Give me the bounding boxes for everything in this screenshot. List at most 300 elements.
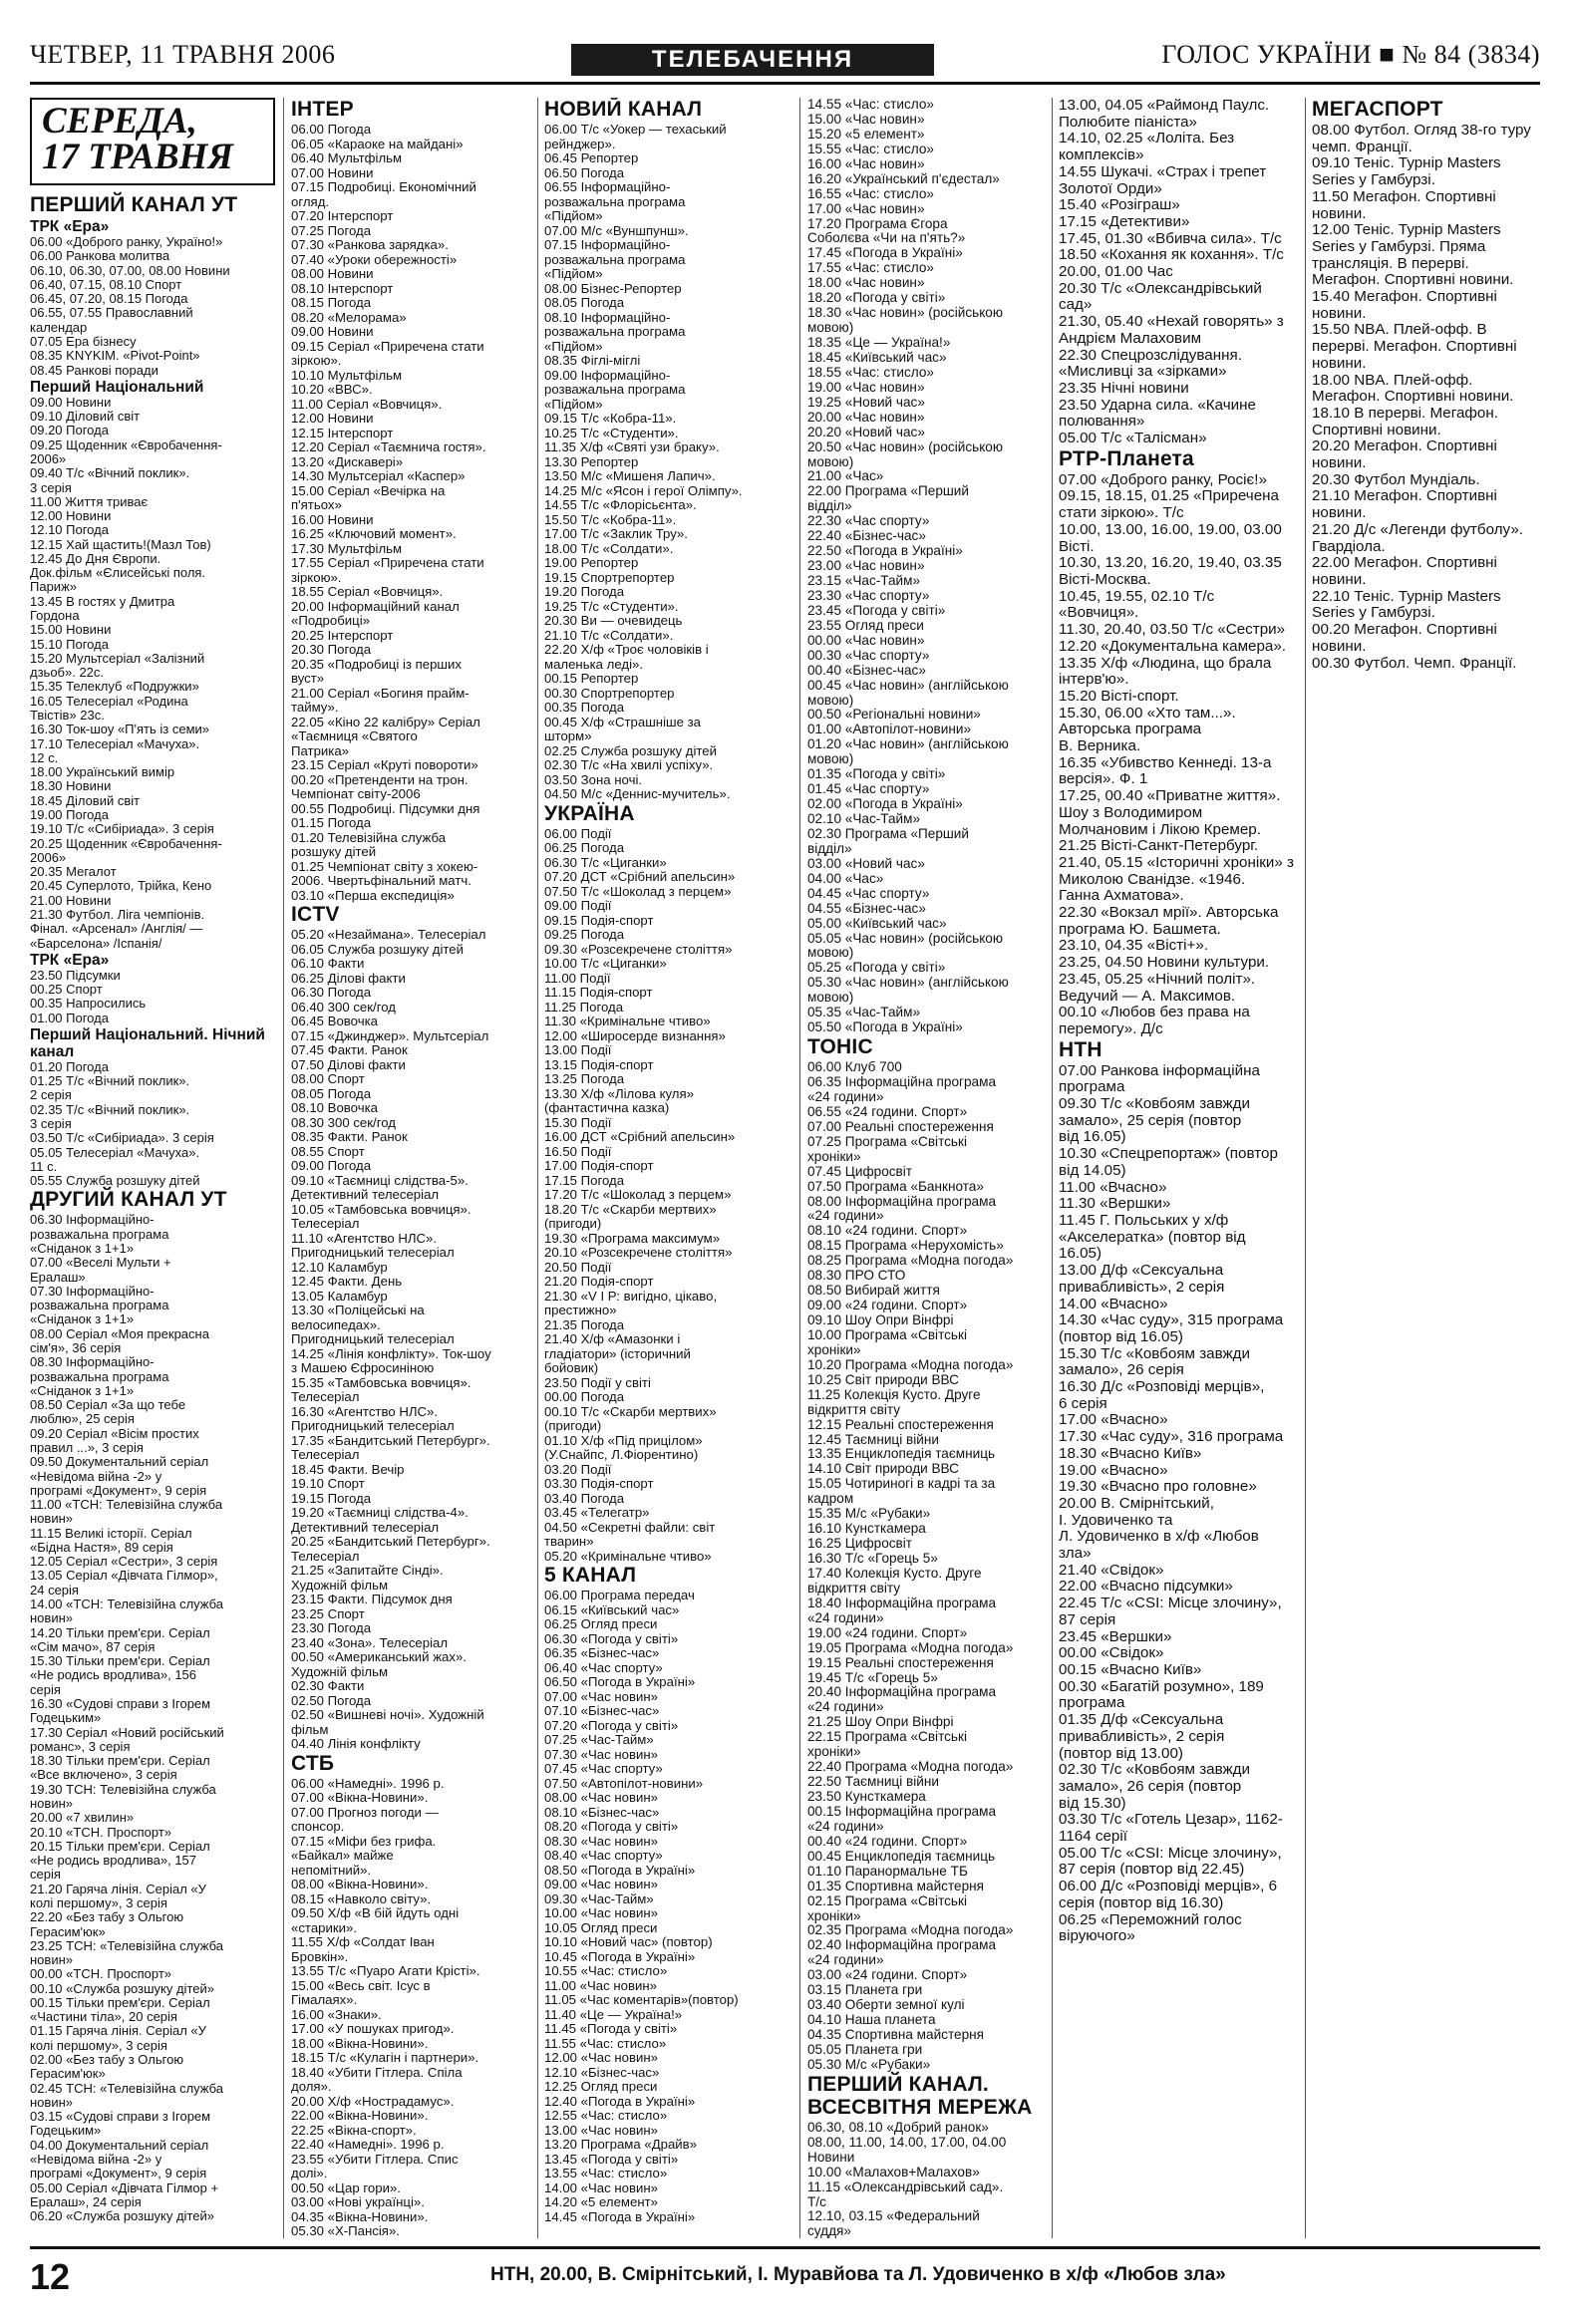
program-line: відділ» [807,499,852,514]
program-line: 06.00 Програма передач [544,1589,695,1602]
channel-title: ДРУГИЙ КАНАЛ УТ [30,1188,227,1212]
program-line: Золотої Орди» [1059,180,1162,197]
program-line: 16.30 Т/с «Горець 5» [807,1552,938,1566]
program-line: 06.00 Погода [291,123,372,137]
program-line: 17.00 «Вчасно» [1059,1412,1168,1429]
program-line: 18.30 Новини [30,779,112,794]
program-line: 13.00 Події [544,1043,612,1057]
program-line: 11.00 Серіал «Вовчиця». [291,397,443,412]
program-line: Пригодницький телесеріал [291,1246,455,1260]
program-line: шторм» [544,729,592,743]
program-line: програмі «Документ», 9 серія [30,2167,207,2181]
program-line: 23.40 «Зона». Телесеріал [291,1635,449,1650]
program-line: 19.30 «Програма максимум» [544,1231,721,1246]
program-line: 15.20 «5 елемент» [807,127,925,142]
program-line: 18.30 «Вчасно Київ» [1059,1445,1202,1462]
program-line: огляд. [291,194,330,209]
program-line: 15.35 «Тамбовська вовчиця». [291,1375,471,1390]
page-footer [30,2246,1540,2299]
program-line: 20.20 Мегафон. Спортивні [1312,438,1497,455]
program-line: 08.00 Новини [291,267,374,281]
program-line: «старики». [291,1920,357,1935]
program-line: новин» [30,1953,73,1968]
program-line: 15.00 «Весь світ. Ісус в [291,1978,431,1993]
program-line: Ганна Ахматова». [1059,888,1184,905]
channel-block [1059,98,1300,447]
program-line: розшуку дітей [291,845,377,859]
program-line: рейнджер». [544,137,616,151]
program-line: 18.55 «Час: стисло» [807,365,934,380]
program-line: 07.45 Цифросвіт [807,1164,913,1179]
program-line: 07.00 Прогноз погоди — [291,1805,439,1820]
program-line: 13.30 Репортер [544,454,639,469]
program-line: 10.25 Т/с «Студенти». [544,426,679,440]
program-line: 12.55 «Час: стисло» [544,2109,668,2123]
program-line: 12.45 До Дня Європи. [30,551,161,566]
program-line: 20.10 «ТСН. Проспорт» [30,1825,172,1840]
program-line: 22.30 Спецрозслідування. [1059,347,1242,364]
program-line: замало», 26 серія (повтор [1059,1778,1242,1795]
program-line: 07.30 Інформаційно- [30,1284,155,1299]
program-line: 15.35 М/с «Рубаки» [807,1507,931,1522]
program-line: 07.15 Подробиці. Економічний [291,180,476,194]
program-line: 05.05 «Час новин» (російською [807,931,1004,946]
program-line: 08.55 Спорт [291,1144,365,1159]
program-line: 16.10 Кунсткамера [807,1522,926,1537]
program-line: 17.45, 01.30 «Вбивча сила». Т/с [1059,230,1282,247]
program-line: привабливість», 2 серія [1059,1279,1225,1296]
program-line: 08.10 «24 години. Спорт» [807,1224,968,1239]
program-line: 06.55 «24 години. Спорт» [807,1104,968,1119]
program-line: «Бідна Настя», 89 серія [30,1540,173,1555]
publication-issue: ГОЛОС УКРАЇНИ ■ № 84 (3834) [1161,40,1540,69]
program-line: 07.45 Факти. Ранок [291,1043,408,1057]
program-line: 20.50 «Час новин» (російською [807,439,1004,454]
program-line: 13.00, 04.05 «Раймонд Паулс. [1059,98,1270,114]
program-line: «Сніданок з 1+1» [30,1242,135,1256]
program-line: 15.30 Т/с «Ковбоям завжди [1059,1345,1251,1362]
program-line: 14.20 «5 елемент» [544,2195,658,2209]
program-line: В. Верника. [1059,738,1141,755]
program-line: 11.25 Погода [544,1000,624,1015]
program-line: 09.50 Документальний серіал [30,1455,209,1470]
program-line: 21.40 «Свідок» [1059,1562,1164,1579]
program-line: 19.15 Погода [291,1491,372,1506]
program-line: люблю», 25 серія [30,1412,135,1427]
program-line: 23.30 «Час спорту» [807,588,930,603]
program-line: «24 години» [807,1700,884,1715]
program-line: 23.15 Серіал «Круті повороти» [291,758,478,772]
program-line: полювання» [1059,414,1145,431]
program-line: 15.30, 06.00 «Хто там...». [1059,705,1236,722]
program-line: серія [30,1868,61,1883]
program-line: 16.25 Цифросвіт [807,1537,913,1552]
program-line: 17.35 «Бандитський Петербург». [291,1433,490,1448]
program-line: 23.45 «Вершки» [1059,1628,1172,1645]
program-line: 08.30 ПРО СТО [807,1269,906,1284]
program-line: 20.00 «Час новин» [807,410,925,425]
column-divider [537,98,538,2238]
program-line: Вісті-Москва. [1059,571,1151,588]
program-line: Пригодницький телесеріал [291,1419,455,1433]
program-line: 15.50 NBA. Плей-офф. В [1312,322,1487,339]
program-line: 12.45 Факти. День [291,1275,403,1289]
program-line: 11.15 Подія-спорт [544,986,653,1000]
column-divider [283,98,284,2238]
program-line: 20.00, 01.00 Час [1059,264,1173,281]
program-line: Вісті. [1059,538,1095,555]
program-line: «Таємниця «Святого [291,729,418,743]
program-line: 01.00 Погода [30,1011,109,1025]
program-line: 11.45 «Погода у світі» [544,2022,678,2036]
program-line: 14.55 Т/с «Флорісьєнта». [544,498,697,512]
program-line: новини. [1312,305,1367,322]
channel-block [807,1035,1047,2073]
program-line: 08.45 Ранкові поради [30,363,158,378]
program-line: з Машею Єфросиніною [291,1361,435,1375]
program-line: 10.05 «Тамбовська вовчиця». [291,1202,471,1217]
program-line: розважальна програма [544,383,686,397]
program-line: інтерв'ю». [1059,672,1129,689]
column-5 [1059,98,1300,2238]
program-line: 08.00 «Час новин» [544,1791,658,1805]
program-line: новини. [1312,205,1367,222]
program-line: (повтор від 16.05) [1059,1328,1183,1345]
program-line: 06.30, 08.10 «Добрий ранок» [807,2120,989,2135]
program-line: 08.35 Фіглі-міглі [544,354,641,368]
program-line: 17.40 Колекція Кусто. Друге [807,1566,982,1581]
program-line: Гвардіола. [1312,538,1386,555]
program-line: 15.40 Мегафон. Спортивні [1312,289,1497,306]
program-line: 24 серія [30,1583,79,1598]
program-line: 17.30 Серіал «Новий російський [30,1725,224,1740]
channel-title: НОВИЙ КАНАЛ [544,98,703,121]
page-header [30,30,1540,85]
program-line: 09.30 «Час-Тайм» [544,1891,654,1906]
program-line: 14.30 «Час суду», 315 програма [1059,1312,1284,1329]
program-line: Т/с [807,2194,826,2209]
program-line: 14.20 Тільки прем'єри. Серіал [30,1625,210,1640]
program-line: замало», 25 серія (повтор [1059,1112,1242,1129]
program-line: 04.00 «Час» [807,871,884,886]
program-line: 01.00 «Автопілот-новини» [807,723,972,737]
program-line: програма Ю. Башмета. [1059,921,1221,938]
program-line: Док.фільм «Єлисейські поля. [30,566,206,581]
channel-block [291,903,530,1752]
program-line: новин» [30,1611,73,1626]
program-line: 10.10 Мультфільм [291,368,403,383]
program-line: 12.10, 03.15 «Федеральний [807,2209,980,2224]
program-line: 04.35 Спортивна майстерня [807,2028,985,2042]
program-line: розважальна програма [544,252,686,267]
program-line: 07.00 «Час новин» [544,1689,658,1704]
program-line: 04.55 «Бізнес-час» [807,901,926,916]
program-line: розважальна програма [544,194,686,209]
program-line: 06.00 Д/с «Розповіді мерців», 6 [1059,1879,1278,1895]
program-line: 12.00 «Широсерде визнання» [544,1028,726,1043]
program-line: новин» [30,1796,73,1811]
program-line: 16.00 Новини [291,512,374,527]
program-line: 21.30, 05.40 «Нехай говорять» з [1059,314,1284,331]
program-line: 08.30 300 сек/год [291,1115,396,1130]
program-line: 21.00 Серіал «Богиня прайм- [291,686,470,701]
program-line: Миколою Сванідзе. «1946. [1059,871,1246,888]
program-line: Телесеріал [291,1448,360,1462]
program-line: 06.00 Клуб 700 [807,1060,902,1075]
program-line: 11.15 «Олександрівський сад». [807,2179,1004,2194]
program-line: 07.20 Інтерспорт [291,209,394,223]
program-line: 21.00 «Час» [807,469,884,484]
program-line: 21.25 Вісті-Санкт-Петербург. [1059,838,1259,855]
program-line: 16.25 «Ключовий момент». [291,527,457,541]
program-line: зіркою». [291,570,342,585]
program-line: 13.55 «Час: стисло» [544,2167,668,2180]
program-line: 06.25 Погода [544,841,625,855]
program-line: 08.30 «Час новин» [544,1834,658,1849]
program-line: 06.55, 07.55 Православний [30,306,193,321]
program-line: 13.00 «Час новин» [544,2123,658,2138]
program-line: 09.40 Т/с «Вічний поклик». [30,466,190,481]
program-line: 15.30 Події [544,1115,612,1130]
program-line: Твістів» 23с. [30,709,105,723]
program-line: 16.30 «Агентство НЛС». [291,1404,439,1419]
program-line: 09.00 Події [544,899,612,913]
program-line: 19.25 Т/с «Студенти». [544,599,679,614]
program-line: 04.50 М/с «Деннис-мучитель». [544,787,731,801]
program-line: «24 години» [807,1089,884,1104]
program-line: 22.00 Програма «Перший [807,484,969,499]
program-line: 08.25 Програма «Модна погода» [807,1254,1014,1269]
program-line: 16.50 Події [544,1144,612,1159]
program-line: 09.15 Подія-спорт [544,913,654,928]
program-line: 18.45 «Київський час» [807,350,947,365]
program-line: 19.20 Погода [544,585,625,599]
program-line: 14.10, 02.25 «Лоліта. Без [1059,131,1235,147]
program-line: новини. [1312,505,1367,522]
program-line: вуст» [291,672,325,686]
issue-date: ЧЕТВЕР, 11 ТРАВНЯ 2006 [30,40,336,69]
channel-subtitle: Перший Національний. Нічний канал [30,1025,265,1060]
program-line: 02.35 Т/с «Вічний поклик». [30,1102,190,1117]
program-line: 03.10 «Перша експедиція» [291,888,455,903]
program-line: 03.15 Планета гри [807,1983,923,1998]
channel-block [1059,447,1300,1038]
program-line: від 14.05) [1059,1162,1126,1179]
column-6 [1312,98,1540,2238]
program-line: 09.00 Погода [291,1159,372,1173]
program-line: 01.25 Т/с «Вічний поклик». [30,1074,190,1089]
program-line: 17.45 «Погода в Україні» [807,246,963,261]
program-line: календар [30,320,88,335]
program-line: 15.50 Т/с «Кобра-11». [544,512,677,527]
program-line: 04.35 «Вікна-Новини». [291,2209,429,2224]
program-line: 23.35 Нічні новини [1059,380,1189,397]
program-line: «Сніданок з 1+1» [30,1312,135,1327]
channel-subtitle: Перший Національний [30,378,204,396]
program-line: 08.05 Погода [544,296,625,310]
program-line: «Байкал» майже [291,1849,394,1863]
channel-title: ТОНІС [807,1035,873,1059]
program-line: 10.00 Програма «Світські [807,1327,967,1342]
program-line: 18.00 Т/с «Солдати». [544,541,674,556]
program-line: 17.30 Мультфільм [291,541,403,556]
program-line: 05.25 «Погода у світі» [807,961,946,976]
program-line: новин» [30,2095,73,2110]
program-line: 01.35 Спортивна майстерня [807,1879,985,1893]
program-line: 21.00 Новини [30,893,112,908]
program-line: 22.30 «Час спорту» [807,514,930,529]
program-line: 06.30 Погода [291,986,372,1000]
program-line: 11.30 «Кримінальне чтиво» [544,1015,711,1028]
program-line: 06.45 Вовочка [291,1015,378,1028]
program-line: 22.40 «Намедні». 1996 р. [291,2138,445,2152]
program-line: 00.45 Х/ф «Страшніше за [544,715,701,729]
program-line: 00.50 «Регіональні новини» [807,708,981,723]
program-line: 2006. Чвертьфінальний матч. [291,874,471,888]
program-line: 13.30 Х/ф «Лілова куля» [544,1086,694,1101]
program-line: 09.00 «Час новин» [544,1878,658,1891]
program-line: 21.30 «V І Р: вигідно, цікаво, [544,1289,718,1304]
program-line: 16.55 «Час: стисло» [807,186,934,201]
program-line: 00.30 «Багатій розумно», 189 [1059,1678,1264,1695]
program-line: новини. [1312,571,1367,588]
program-line: Годецьким» [30,1711,102,1726]
program-line: 01.20 Телевізійна служба [291,830,447,845]
program-line: бойовик) [544,1361,599,1375]
program-line: 19.30 ТСН: Телевізійна служба [30,1782,216,1797]
program-line: 12.25 Огляд преси [544,2080,658,2094]
program-line: 14.10 Світ природи ВВС [807,1462,959,1477]
program-line: 00.20 «Претенденти на трон. [291,772,469,787]
program-line: мовою) [807,321,854,336]
program-line: 17.10 Телесеріал «Мачуха». [30,736,200,751]
program-line: 17.20 Т/с «Шоколад з перцем» [544,1188,732,1202]
program-line: 13.50 М/с «Мишеня Лапич». [544,469,716,483]
program-line: Мегафон. Спортивні новини. [1312,389,1514,406]
program-line: мовою) [807,991,854,1006]
program-line: віруючого» [1059,1928,1135,1945]
program-line: престижно» [544,1304,617,1317]
program-line: «Сім мачо», 87 серія [30,1639,156,1654]
program-line: 07.00 Ранкова інформаційна [1059,1062,1260,1079]
program-line: Полюбите піаніста» [1059,114,1197,131]
program-line: привабливість», 2 серія [1059,1728,1225,1745]
program-line: 10.00 «Малахов+Малахов» [807,2165,980,2179]
program-line: програма [1059,1079,1125,1096]
program-line: 10.30, 13.20, 16.20, 19.40, 03.35 [1059,555,1282,572]
program-line: 06.30 Т/с «Циганки» [544,855,667,870]
program-line: Авторська програма [1059,722,1202,738]
program-line: трансляція. В перерві. [1312,255,1469,272]
day-title-line-1: СЕРЕДА, [42,101,197,142]
program-line: 11.30 «Вершки» [1059,1196,1171,1213]
program-line: 00.35 Напросились [30,997,147,1012]
program-line: 12 с. [30,750,59,765]
column-4 [807,98,1047,2238]
program-line: 00.00 «Свідок» [1059,1645,1164,1662]
program-line: 01.15 Погода [291,816,372,830]
program-line: 02.45 ТСН: «Телевізійна служба [30,2081,224,2096]
program-line: 07.50 Ділові факти [291,1057,406,1072]
program-line: 03.40 Оберти земної кулі [807,1998,965,2013]
program-line: Шоу з Володимиром [1059,804,1203,821]
program-line: 04.40 Лінія конфлікту [291,1737,421,1751]
program-line: замало», 26 серія [1059,1362,1184,1379]
program-line: 18.00 «Час новин» [807,276,925,291]
program-line: 07.25 Погода [291,223,372,238]
program-line: 10.10 «Новий час» (повтор) [544,1935,713,1949]
program-line: 09.00 «24 години. Спорт» [807,1299,968,1313]
program-line: 11.55 Х/ф «Солдат Іван [291,1935,435,1949]
program-line: 07.30 «Час новин» [544,1747,658,1762]
program-line: 19.45 Т/с «Горець 5» [807,1670,938,1685]
program-line: Гордона [30,609,80,624]
program-line: спонсор. [291,1820,345,1834]
channel-title: УКРАЇНА [544,801,635,825]
program-line: 22.20 Х/ф «Троє чоловіків і [544,643,709,657]
program-line: 15.35 Телеклуб «Подружки» [30,680,199,695]
program-line: 11.15 Великі історії. Серіал [30,1526,192,1541]
program-line: Художній фільм [291,1578,389,1593]
program-line: 10.30 «Спецрепортаж» (повтор [1059,1146,1278,1163]
program-line: 21.25 Шоу Опри Вінфрі [807,1715,954,1730]
program-line: 06.30 «Погода у світі» [544,1631,679,1646]
program-line: 08.15 «Навколо світу». [291,1891,432,1906]
program-line: 18.00 NBA. Плей-офф. [1312,372,1473,389]
program-line: 12.15 Хай щастить!(Мазл Тов) [30,537,211,552]
program-line: 10.45, 19.55, 02.10 Т/с [1059,588,1215,605]
program-line: 06.35 «Бізнес-час» [544,1646,660,1660]
program-line: 08.50 Серіал «За що тебе [30,1398,186,1413]
program-line: 22.10 Теніс. Турнір Masters [1312,588,1501,605]
program-line: 18.55 Серіал «Вовчиця». [291,585,444,599]
column-1 [30,98,275,2238]
program-line: 17.55 «Час: стисло» [807,261,934,276]
program-line: 3 серія [30,1117,72,1132]
channel-block [807,2073,1047,2238]
program-line: 01.35 «Погода у світі» [807,767,946,782]
program-line: 05.55 Служба розшуку дітей [30,1174,200,1189]
program-line: «Барселона» /Іспанія/ [30,936,162,951]
program-line: 06.20 «Служба розшуку дітей» [30,2209,214,2224]
program-line: 13.05 Серіал «Дівчата Гілмор», [30,1569,218,1584]
program-line: 09.10 Діловий світ [30,410,141,425]
program-line: 20.15 Тільки прем'єри. Серіал [30,1839,210,1854]
program-line: 21.25 «Запитайте Сінді». [291,1564,444,1578]
program-line: серія (повтор від 16.30) [1059,1894,1224,1911]
program-line: «Сніданок з 1+1» [30,1383,135,1398]
program-line: Герасим'юк» [30,1924,106,1939]
program-line: 06.10, 06.30, 07.00, 08.00 Новини [30,263,230,278]
program-line: 07.50 Т/с «Шоколад з перцем» [544,884,732,899]
program-line: 15.00 Новини [30,623,112,638]
program-line: 06.45, 07.20, 08.15 Погода [30,292,188,307]
program-line: гладіатори» (історичний [544,1346,691,1361]
program-line: 00.30 Спортрепортер [544,686,675,701]
program-line: 08.30 Інформаційно- [30,1355,155,1370]
program-line: новини. [1312,455,1367,472]
program-line: 19.00 «24 години. Спорт» [807,1625,968,1640]
program-line: 17.00 Т/с «Заклик Тру». [544,527,688,541]
program-line: «Не родись вродлива», 157 [30,1854,197,1869]
program-line: 03.50 Зона ночі. [544,772,643,787]
program-line: 00.00 Погода [544,1390,625,1404]
program-line: 07.00 «Веселі Мульти + [30,1256,171,1271]
program-line: 10.00 Т/с «Циганки» [544,957,667,971]
program-line: чемп. Франції. [1312,139,1413,155]
program-line: 07.00 Реальні спостереження [807,1119,994,1134]
program-line: хроніки» [807,1342,861,1357]
